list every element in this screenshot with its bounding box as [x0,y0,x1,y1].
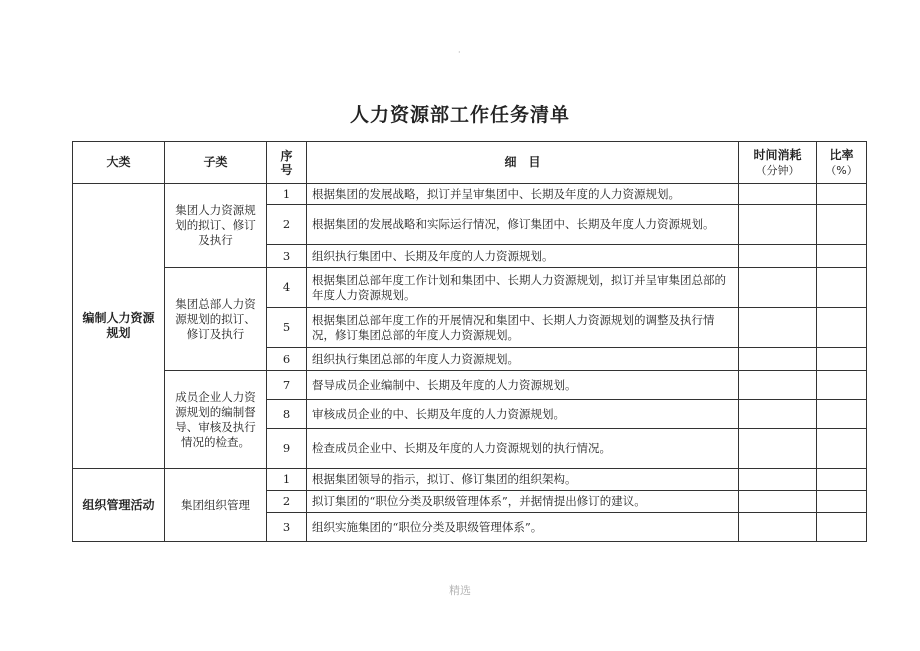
time-cell [739,491,817,513]
item-detail: 组织执行集团总部的年度人力资源规划。 [307,348,739,371]
item-detail: 督导成员企业编制中、长期及年度的人力资源规划。 [307,371,739,400]
ratio-cell [817,429,867,469]
header-category: 大类 [73,142,165,184]
ratio-cell [817,513,867,542]
item-detail: 组织实施集团的“职位分类及职级管理体系”。 [307,513,739,542]
header-number-line1: 序 [280,148,293,163]
item-detail: 检查成员企业中、长期及年度的人力资源规划的执行情况。 [307,429,739,469]
item-number: 3 [267,513,307,542]
ratio-cell [817,491,867,513]
item-number: 3 [267,245,307,268]
table-row [73,184,867,205]
ratio-cell [817,245,867,268]
item-number: 7 [267,371,307,400]
ratio-cell [817,469,867,491]
item-detail: 根据集团的发展战略，拟订并呈审集团中、长期及年度的人力资源规划。 [307,184,739,205]
item-detail: 根据集团总部年度工作的开展情况和集团中、长期人力资源规划的调整及执行情况，修订集团总部的年度人力资源规划。 [307,308,739,348]
subcategory-cell: 成员企业人力资源规划的编制督导、审核及执行情况的检查。 [165,371,267,469]
ratio-cell [817,184,867,205]
item-number: 6 [267,348,307,371]
category-cell: 组织管理活动 [73,469,165,542]
table-header-row [73,142,867,184]
header-number-line2: 号 [280,162,293,177]
item-number: 2 [267,491,307,513]
ratio-cell [817,371,867,400]
header-ratio [817,142,867,184]
header-number [267,142,307,184]
category-cell: 编制人力资源规划 [73,184,165,469]
time-cell [739,245,817,268]
header-ratio-line1: 比率 [829,147,854,162]
item-number: 9 [267,429,307,469]
item-number: 8 [267,400,307,429]
time-cell [739,184,817,205]
ratio-cell [817,308,867,348]
item-detail: 审核成员企业的中、长期及年度的人力资源规划。 [307,400,739,429]
header-subcategory: 子类 [165,142,267,184]
ratio-cell [817,348,867,371]
time-cell [739,371,817,400]
header-ratio-line2: （%） [825,163,858,177]
time-cell [739,513,817,542]
header-time-line2: （分钟） [755,163,800,177]
task-table [72,141,867,542]
time-cell [739,400,817,429]
item-detail: 拟订集团的“职位分类及职级管理体系”，并据情提出修订的建议。 [307,491,739,513]
item-detail: 根据集团的发展战略和实际运行情况，修订集团中、长期及年度人力资源规划。 [307,205,739,245]
item-number: 1 [267,184,307,205]
header-dot: · [458,48,461,57]
table-row [73,371,867,400]
subcategory-cell: 集团人力资源规划的拟订、修订及执行 [165,184,267,268]
table-row [73,469,867,491]
item-number: 2 [267,205,307,245]
page-title: 人力资源部工作任务清单 [349,104,570,126]
item-number: 5 [267,308,307,348]
time-cell [739,429,817,469]
item-detail: 根据集团领导的指示，拟订、修订集团的组织架构。 [307,469,739,491]
time-cell [739,469,817,491]
subcategory-cell: 集团组织管理 [165,469,267,542]
time-cell [739,205,817,245]
ratio-cell [817,268,867,308]
ratio-cell [817,205,867,245]
page-footer: 精选 [449,584,471,597]
header-time-line1: 时间消耗 [753,147,802,162]
subcategory-cell: 集团总部人力资源规划的拟订、修订及执行 [165,268,267,371]
item-detail: 组织执行集团中、长期及年度的人力资源规划。 [307,245,739,268]
time-cell [739,268,817,308]
table-row [73,268,867,308]
time-cell [739,308,817,348]
item-number: 1 [267,469,307,491]
header-detail: 细 目 [307,142,739,184]
item-number: 4 [267,268,307,308]
item-detail: 根据集团总部年度工作计划和集团中、长期人力资源规划，拟订并呈审集团总部的年度人力资源规划。 [307,268,739,308]
ratio-cell [817,400,867,429]
header-time [739,142,817,184]
time-cell [739,348,817,371]
